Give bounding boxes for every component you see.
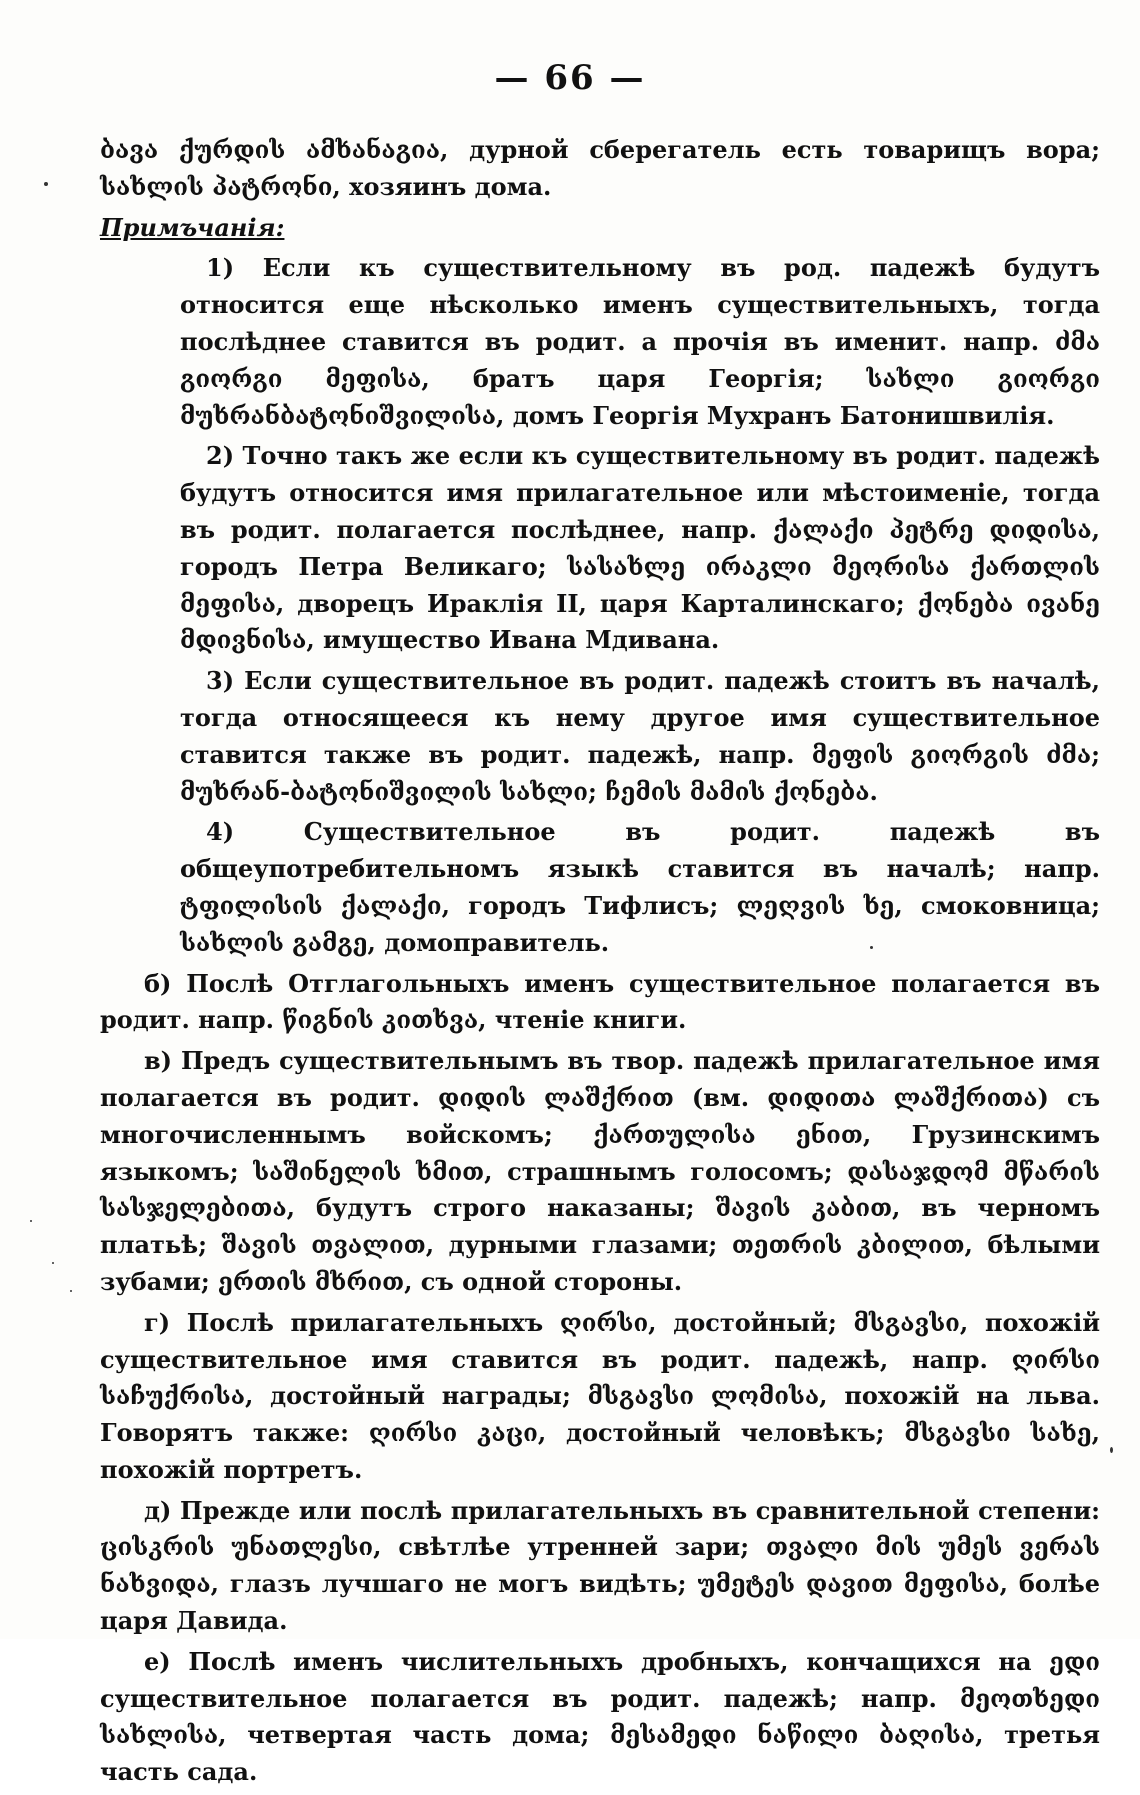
rule-e: е) Послѣ именъ числительныхъ дробныхъ, кончащихся на ედი существительное полагается въ родит. падежѣ; напр. მეოთხედი სახლისა, четвертая часть дома; მესამედი ნაწილი ბაღისა, третья часть сада. [100, 1646, 1100, 1787]
paragraph-continuation: ბავა ქურდის ამხანაგია, дурной сберегатель есть товарищъ вора; სახლის პატრონი, хозяинъ дома. [100, 135, 1100, 201]
text-body [100, 132, 1100, 1795]
scan-speck [70, 1290, 72, 1292]
scan-speck [1110, 1447, 1113, 1453]
rule-v: в) Предъ существительнымъ въ твор. падежѣ прилагательное имя полагается въ родит. დიდის ლაშქრით (вм. დიდითა ლაშქრითა) съ многочисленнымъ войскомъ; ქართულისა ენით, Грузинскимъ языкомъ; საშინელის ხმით, страшнымъ голосомъ; დასაჯდომ მწარის სასჯელებითა, будутъ строго наказаны; შავის კაბით, въ черномъ платьѣ; შავის თვალით, дурными глазами; თეთრის კბილით, бѣлыми зубами; ერთის მხრით, съ одной стороны. [100, 1046, 1100, 1296]
scan-speck [30, 1220, 32, 1222]
scan-speck [44, 182, 48, 186]
note-1: 1) Если къ существительному въ род. падежѣ будутъ относится еще нѣсколько именъ существительныхъ, тогда послѣднее ставится въ родит. а прочія въ именит. напр. ძმა გიორგი მეფისა, братъ царя Георгія; სახლი გიორგი მუხრანბატონიშვილისა, домъ Георгія Мухранъ Батонишвилія. [180, 253, 1100, 430]
rule-b: б) Послѣ Отглагольныхъ именъ существительное полагается въ родит. напр. წიგნის კითხვა, чтеніе книги. [100, 968, 1100, 1035]
note-3: 3) Если существительное въ родит. падежѣ стоитъ въ началѣ, тогда относящееся къ нему другое имя существительное ставится также въ родит. падежѣ, напр. მეფის გიორგის ძმა; მუხრან-ბატონიშვილის სახლი; ჩემის მამის ქონება. [180, 666, 1100, 806]
note-2: 2) Точно такъ же если къ существительному въ родит. падежѣ будутъ относится имя прилагательное или мѣстоименіе, тогда въ родит. полагается послѣднее, напр. ქალაქი პეტრე დიდისა, городъ Петра Великаго; სასახლე ირაკლი მეორისა ქართლის მეფისა, дворецъ Ираклія II, царя Карталинскаго; ქონება ივანე მდივნისა, имущество Ивана Мдивана. [180, 441, 1100, 655]
rule-d: д) Прежде или послѣ прилагательныхъ въ сравнительной степени: ცისკრის უნათლესი, свѣтлѣе утренней зари; თვალი მის უმეს ვერას ნახვიდა, глазъ лучшаго не могъ видѣть; უმეტეს დავით მეფისა, болѣе царя Давида. [100, 1495, 1100, 1636]
page-number: — 66 — [494, 58, 646, 98]
scan-speck [52, 1262, 54, 1264]
rule-g: г) Послѣ прилагательныхъ ღირსი, достойный; მსგავსი, похожій существительное имя ставится въ родит. падежѣ, напр. ღირსი საჩუქრისა, достойный награды; მსგავსი ლომისა, похожій на льва. Говорятъ также: ღირსი კაცი, достойный человѣкъ; მსგავსი სახე, похожій портретъ. [100, 1307, 1100, 1484]
scan-speck [870, 946, 873, 949]
notes-heading: Примъчанія: [100, 212, 285, 242]
note-4: 4) Существительное въ родит. падежѣ въ общеупотребительномъ языкѣ ставится въ началѣ; напр. ტფილისის ქალაქი, городъ Тифлисъ; ლეღვის ხე, смоковница; სახლის გამგე, домоправитель. [180, 817, 1100, 957]
